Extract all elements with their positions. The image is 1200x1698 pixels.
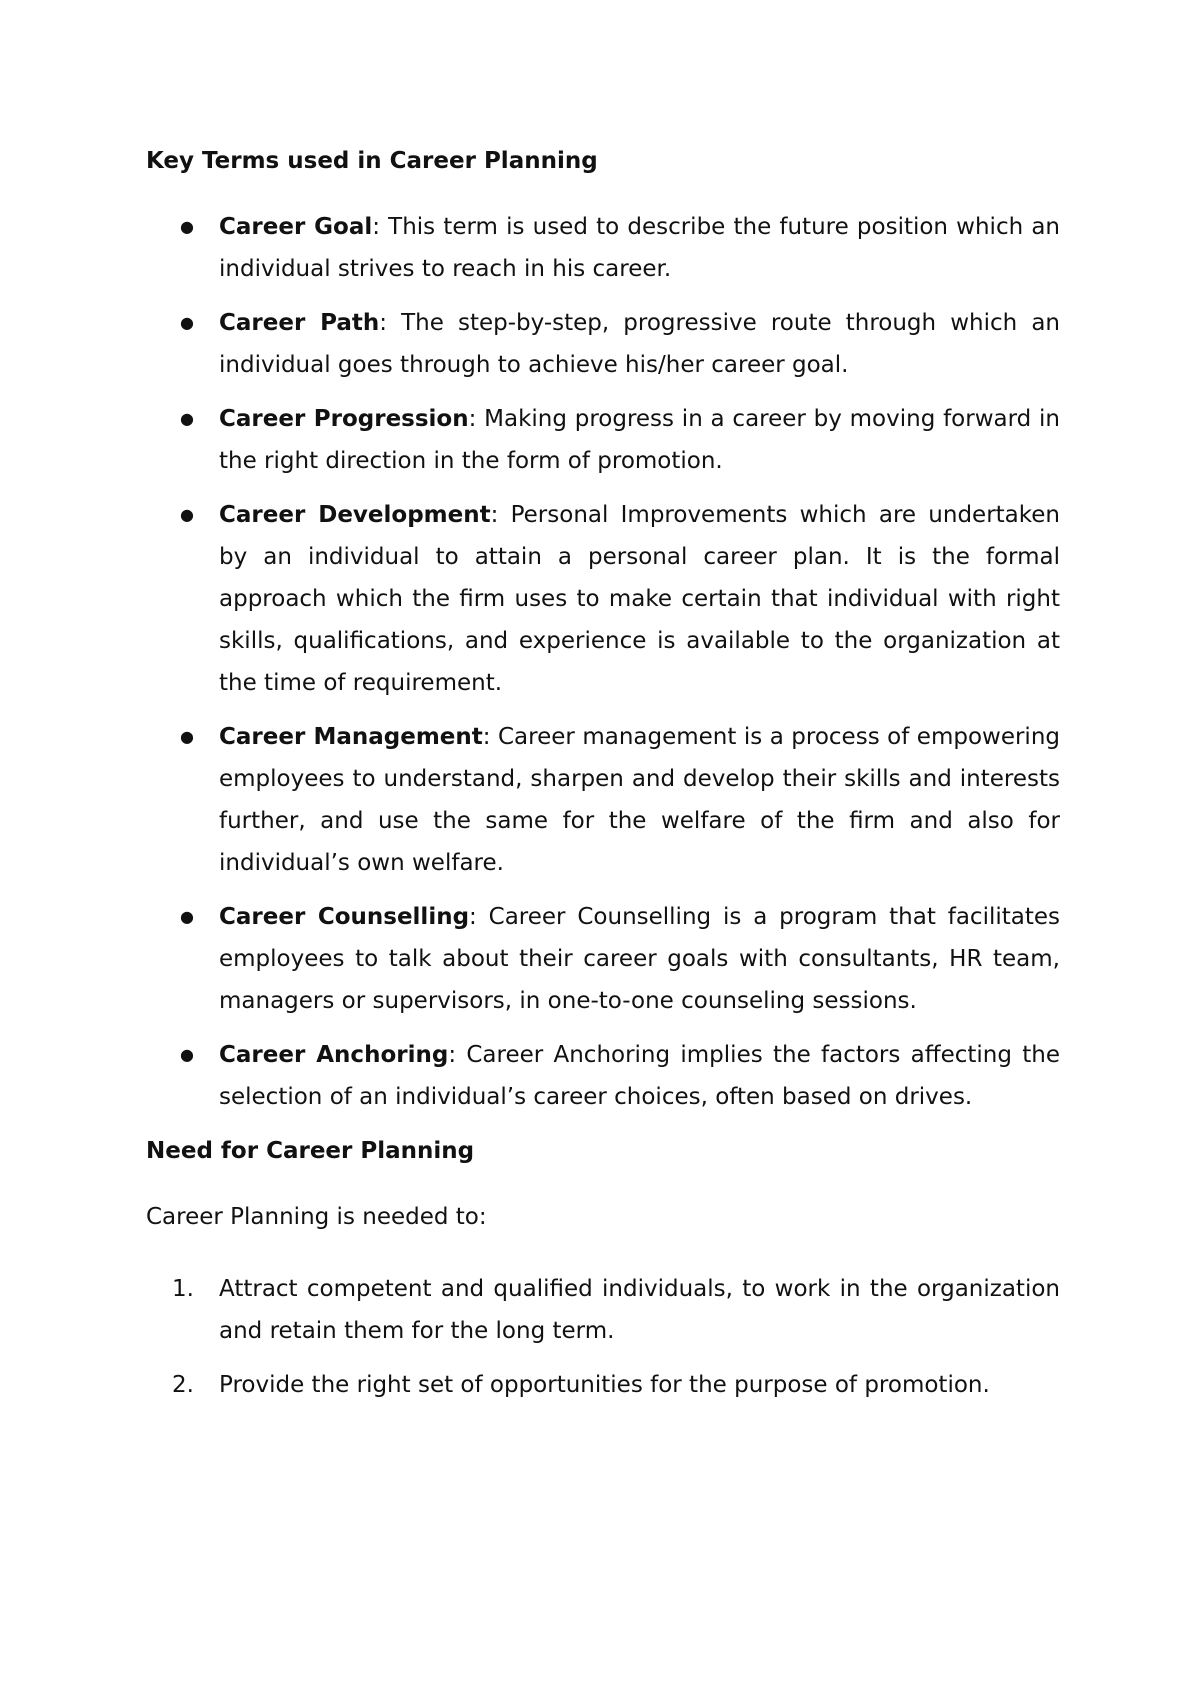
intro-paragraph: Career Planning is needed to: (146, 1204, 487, 1230)
needs-list (146, 1268, 1060, 1406)
list-item (146, 1034, 1060, 1118)
list-item (146, 1268, 1060, 1352)
list-item (146, 896, 1060, 1022)
document-page (146, 140, 1060, 1418)
term-description: : This term is used to describe the future position which an individual strives to reach in his career. (219, 214, 1061, 282)
term-description: : Career management is a process of empowering employees to understand, sharpen and develop their skills and interests further, and use the same for the welfare of the firm and also for individual’s own welfare. (219, 724, 1061, 876)
list-item (146, 206, 1060, 290)
bullet-icon: ● (180, 217, 194, 236)
list-item (146, 494, 1060, 704)
term-description: : The step-by-step, progressive route through which an individual goes through to achieve his/her career goal. (219, 310, 1060, 378)
list-item (146, 302, 1060, 386)
bullet-icon: ● (180, 505, 194, 524)
list-number: 2. (172, 1372, 194, 1398)
heading-need-career-planning: Need for Career Planning (146, 1138, 475, 1164)
term-description: : Career Anchoring implies the factors affecting the selection of an individual’s career choices, often based on drives. (219, 1042, 1060, 1110)
bullet-icon: ● (180, 907, 194, 926)
term-description: : Career Counselling is a program that facilitates employees to talk about their career goals with consultants, HR team, managers or supervisors, in one-to-one counseling sessions. (219, 904, 1060, 1014)
key-terms-list (146, 206, 1060, 1118)
list-item (146, 716, 1060, 884)
term-label: Career Progression (219, 406, 469, 432)
bullet-icon: ● (180, 409, 194, 428)
heading-key-terms: Key Terms used in Career Planning (146, 148, 598, 174)
term-label: Career Management (219, 724, 483, 750)
list-item (146, 1364, 1060, 1406)
list-item (146, 398, 1060, 482)
term-description: : Personal Improvements which are undertaken by an individual to attain a personal career plan. It is the formal approach which the firm uses to make certain that individual with right skills, qualifications, and experience is available to the organization at the time of requirement. (219, 502, 1061, 696)
bullet-icon: ● (180, 727, 194, 746)
list-number: 1. (172, 1276, 194, 1302)
term-label: Career Path (219, 310, 380, 336)
need-text: Provide the right set of opportunities for the purpose of promotion. (219, 1372, 990, 1398)
bullet-icon: ● (180, 1045, 194, 1064)
need-text: Attract competent and qualified individuals, to work in the organization and retain them for the long term. (219, 1276, 1060, 1344)
term-label: Career Development (219, 502, 491, 528)
term-label: Career Counselling (219, 904, 470, 930)
term-description: : Making progress in a career by moving forward in the right direction in the form of promotion. (219, 406, 1060, 474)
bullet-icon: ● (180, 313, 194, 332)
term-label: Career Goal (219, 214, 373, 240)
term-label: Career Anchoring (219, 1042, 449, 1068)
